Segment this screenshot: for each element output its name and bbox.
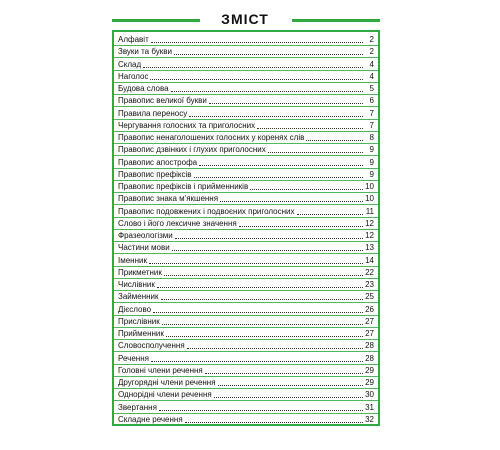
dot-leader [187,348,363,349]
dot-leader [239,226,363,227]
toc-entry-page: 27 [365,329,374,338]
toc-entry-label: Слово і його лексичне значення [118,218,237,228]
dot-leader [174,54,363,55]
toc-entry-label: Звуки та букви [118,47,172,57]
toc-entry-label: Іменник [118,255,147,265]
toc-entry [114,339,378,351]
dot-leader [171,91,363,92]
toc-entry-page: 27 [365,316,374,326]
toc-entry-page: 28 [365,341,374,351]
toc-entry-label: Правопис знака м'якшення [118,194,219,204]
toc-entry-page: 6 [369,96,374,106]
dot-leader [220,201,363,202]
toc-entry [114,58,378,70]
toc-entry-page: 4 [369,71,374,81]
toc-entry-label: Дієслово [118,304,152,314]
toc-entry [114,229,378,241]
toc-entry-label: Наголос [118,71,149,81]
toc-entry [114,131,378,143]
dot-leader [185,422,363,423]
toc-entry [114,180,378,192]
dot-leader [143,67,363,68]
dot-leader [218,385,363,386]
dot-leader [151,361,363,362]
toc-entry [114,156,378,168]
toc-entry-label: Прислівник [118,316,160,326]
toc-entry-page: 2 [369,47,374,57]
dot-leader [150,79,363,80]
toc-entry-page: 28 [365,353,374,363]
toc-entry-page: 9 [369,145,374,155]
toc-entry-label: Правопис великої букви [118,96,207,106]
toc-entry-label: Алфавіт [118,35,149,44]
toc-entry [114,70,378,82]
toc-entry-page: 22 [365,267,374,277]
dot-leader [161,299,363,300]
toc-entry-label: Словосполучення [118,341,185,351]
toc-entry [114,303,378,315]
toc-entry-page: 9 [369,169,374,179]
toc-entry-page: 7 [369,120,374,130]
dot-leader [151,42,363,43]
toc-entry-label: Складне речення [118,414,183,424]
toc-entry-label: Правопис ненаголошених голосних у коренях слів [118,133,305,142]
dot-leader [209,103,363,104]
dot-leader [214,397,363,398]
toc-entry [114,205,378,217]
toc-entry-page: 10 [365,194,374,204]
dot-leader [149,263,363,264]
toc-entry [114,33,378,45]
toc-entry-label: Прийменник [118,329,164,338]
toc-entry-page: 29 [365,378,374,387]
toc-entry [114,217,378,229]
dot-leader [172,250,363,251]
toc-entry [114,107,378,119]
toc-entry-page: 5 [369,84,374,93]
toc-list [112,30,380,426]
dot-leader [194,177,364,178]
toc-entry-page: 26 [365,304,374,314]
toc-entry [114,266,378,278]
toc-entry-page: 32 [365,414,374,424]
toc-entry [114,94,378,106]
toc-entry [114,352,378,364]
dot-leader [306,140,363,141]
toc-entry-page: 30 [365,390,374,400]
toc-entry-page: 11 [365,206,374,216]
toc-entry-label: Частини мови [118,243,170,253]
toc-entry-label: Однорідні члени речення [118,390,212,400]
dot-leader [159,410,363,411]
toc-page [108,11,382,434]
toc-entry-label: Правопис подовжених і подвоєних приголосних [118,206,295,216]
dot-leader [153,312,363,313]
toc-entry-label: Склад [118,59,142,69]
toc-entry [114,364,378,376]
toc-entry-page: 9 [369,157,374,167]
dot-leader [205,373,363,374]
toc-entry-label: Будова слова [118,84,169,93]
toc-entry-label: Прикметник [118,267,162,277]
toc-entry-label: Речення [118,353,149,363]
toc-entry [114,327,378,339]
toc-entry-page: 25 [365,292,374,302]
toc-entry [114,278,378,290]
toc-entry [114,143,378,155]
dot-leader [175,238,363,239]
toc-entry-label: Головні члени речення [118,365,203,375]
dot-leader [166,336,363,337]
toc-header [108,11,382,27]
toc-entry [114,376,378,388]
dot-leader [164,275,363,276]
toc-entry-label: Правопис префіксів [118,169,192,179]
toc-entry-page: 31 [365,402,374,412]
dot-leader [189,116,363,117]
toc-entry-label: Числівник [118,280,155,289]
dot-leader [199,165,363,166]
toc-entry-page: 23 [365,280,374,289]
toc-entry-page: 12 [365,231,374,240]
dot-leader [257,128,363,129]
dot-leader [162,324,363,325]
header-bar-right [292,19,380,22]
toc-entry [114,192,378,204]
toc-entry-page: 7 [369,108,374,118]
toc-entry [114,413,378,425]
toc-entry [114,401,378,413]
toc-entry [114,388,378,400]
dot-leader [157,287,363,288]
toc-entry-label: Правопис апострофа [118,157,198,167]
toc-entry-label: Другорядні члени речення [118,378,216,387]
toc-entry-page: 10 [365,182,374,191]
dot-leader [297,214,363,215]
toc-entry-page: 2 [369,35,374,44]
toc-entry [114,241,378,253]
dot-leader [268,152,363,153]
toc-entry-label: Правопис дзвінких і глухих приголосних [118,145,266,155]
toc-entry-page: 4 [369,59,374,69]
toc-title: ЗМІСТ [221,11,269,27]
toc-entry-page: 8 [369,133,374,142]
toc-entry-label: Фразеологізми [118,231,173,240]
toc-entry-label: Займенник [118,292,159,302]
toc-entry-page: 29 [365,365,374,375]
toc-entry [114,315,378,327]
toc-entry-page: 12 [365,218,374,228]
toc-entry-label: Звертання [118,402,157,412]
toc-entry [114,45,378,57]
toc-entry-page: 14 [365,255,374,265]
toc-entry [114,254,378,266]
toc-entry-label: Правила переносу [118,108,188,118]
toc-entry [114,290,378,302]
toc-entry [114,119,378,131]
toc-entry-label: Правопис префіксів і прийменників [118,182,249,191]
toc-entry [114,82,378,94]
toc-entry [114,168,378,180]
dot-leader [250,189,363,190]
toc-entry-label: Чергування голосних та приголосних [118,120,256,130]
toc-entry-page: 13 [365,243,374,253]
